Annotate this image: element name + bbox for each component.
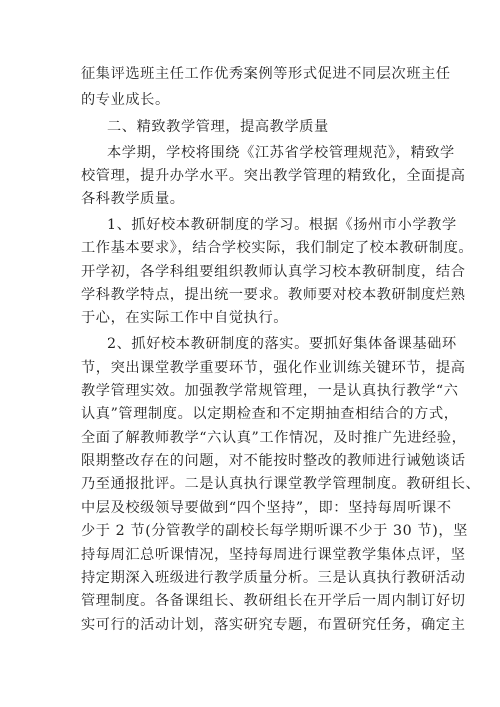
paragraph-line: 2、抓好校本教研制度的落实。要抓好集体备课基础环 bbox=[107, 336, 457, 352]
paragraph-line: 管理制度。各备课组长、教研组长在开学后一周内制订好切 bbox=[81, 593, 466, 609]
paragraph-line: 各科教学质量。 bbox=[81, 191, 185, 207]
paragraph-line: 1、抓好校本教研制度的学习。根据《扬州市小学教学 bbox=[107, 217, 457, 233]
paragraph-line: 中层及校级领导要做到“四个坚持”，即：坚持每周听课不 bbox=[81, 500, 452, 516]
paragraph-line: 开学初，各学科组要组织教师认真学习校本教研制度，结合 bbox=[81, 264, 466, 280]
paragraph-line: 持每周汇总听课情况，坚持每周进行课堂教学集体点评，坚 bbox=[81, 547, 466, 563]
paragraph-line: 校管理，提升办学水平。突出教学管理的精致化，全面提高 bbox=[81, 168, 466, 184]
paragraph-line: 节，突出课堂教学重要环节，强化作业训练关键环节，提高 bbox=[81, 360, 466, 376]
paragraph-line: 本学期，学校将围绕《江苏省学校管理规范》，精致学 bbox=[107, 145, 455, 161]
section-heading: 二、精致教学管理，提高教学质量 bbox=[107, 119, 329, 135]
paragraph-line: 全面了解教师教学“六认真”工作情况，及时推广先进经验， bbox=[81, 430, 467, 446]
paragraph-line: 认真”管理制度。以定期检查和不定期抽查相结合的方式， bbox=[81, 406, 459, 422]
paragraph-line: 学科教学特点，提出统一要求。教师要对校本教研制度烂熟 bbox=[81, 287, 466, 303]
paragraph-line: 持定期深入班级进行教学质量分析。三是认真执行教研活动 bbox=[81, 570, 466, 586]
paragraph-line: 工作基本要求》，结合学校实际，我们制定了校本教研制度。 bbox=[81, 240, 474, 256]
paragraph-line: 实可行的活动计划，落实研究专题，布置研究任务，确定主 bbox=[81, 617, 466, 633]
paragraph-line: 于心，在实际工作中自觉执行。 bbox=[81, 310, 289, 326]
paragraph-line: 征集评选班主任工作优秀案例等形式促进不同层次班主任 bbox=[81, 66, 451, 82]
paragraph-line: 少于 2 节(分管教学的副校长每学期听课不少于 30 节)，坚 bbox=[81, 523, 468, 539]
paragraph-line: 教学管理实效。加强教学常规管理，一是认真执行教学“六 bbox=[81, 383, 459, 399]
paragraph-line: 限期整改存在的问题，对不能按时整改的教师进行诫勉谈话 bbox=[81, 453, 466, 469]
paragraph-line: 乃至通报批评。二是认真执行课堂教学管理制度。教研组长、 bbox=[81, 476, 481, 492]
paragraph-line: 的专业成长。 bbox=[81, 92, 170, 108]
